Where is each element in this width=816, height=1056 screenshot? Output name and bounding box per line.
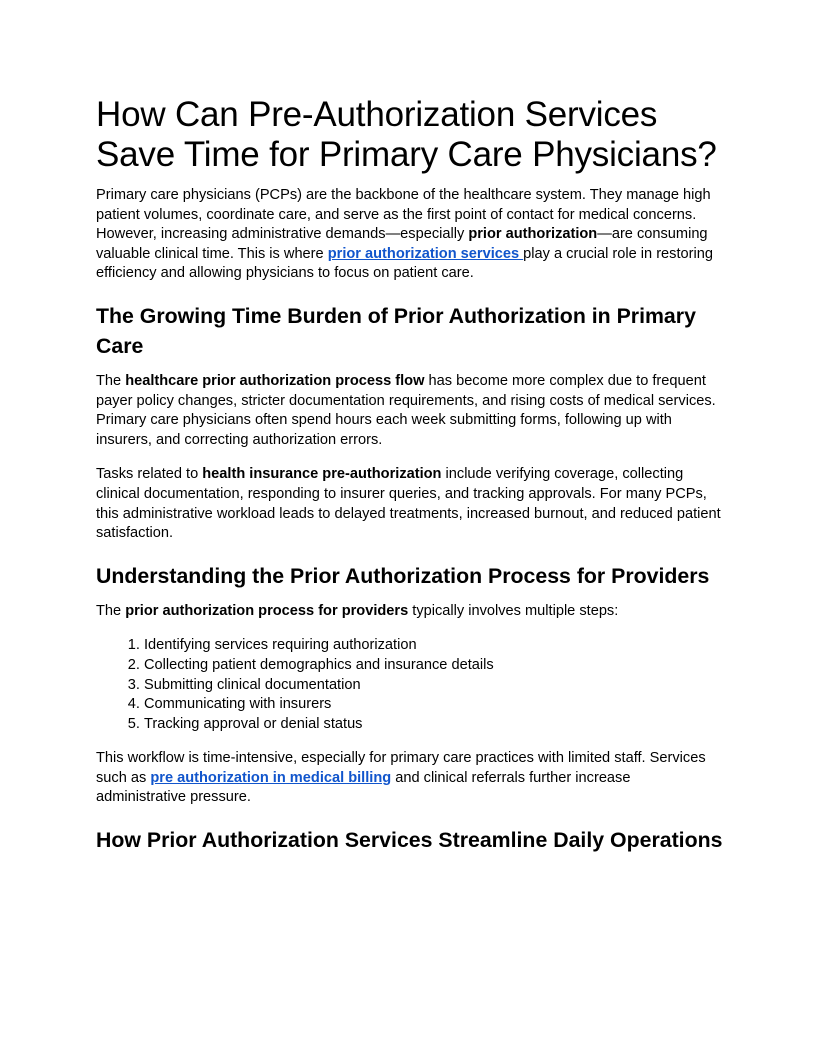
section-streamline-operations [96,825,724,855]
section2-paragraph-1 [96,602,724,622]
section-heading-streamline-operations: How Prior Authorization Services Streamline Daily Operations [96,828,723,853]
intro-paragraph [96,186,724,284]
section1-p2-bold: health insurance pre-authorization [202,466,442,483]
section1-paragraph-2 [96,465,724,543]
section1-p1-text-1: The [96,372,126,389]
pre-authorization-medical-billing-link[interactable]: pre authorization in medical billing [150,769,392,786]
list-item: 2. Collecting patient demographics and insurance details [144,656,724,676]
section-understanding-process [96,561,724,808]
page-title: How Can Pre-Authorization Services Save Time for Primary Care Physicians? [96,95,717,174]
section2-p2-text-1: This workflow is time-intensive, especially for primary care practices with limited staff. Services such as [96,750,706,786]
section1-p1-text-2: has become more complex due to frequent payer policy changes, stricter documentation requirements, and rising costs of medical services. Primary care physicians often spend hours each week submitting forms, following up with insurers, and correcting authorization errors. [96,372,716,448]
process-steps-list [96,636,724,734]
list-item: 5. Tracking approval or denial status [144,715,724,735]
section-heading-growing-time-burden: The Growing Time Burden of Prior Authorization in Primary Care [96,303,696,358]
intro-text-1: Primary care physicians (PCPs) are the backbone of the healthcare system. They manage high patient volumes, coordinate care, and serve as the first point of contact for medical concerns. However, increasing administrative demands—especially [96,187,711,243]
section2-p1-bold: prior authorization process for providers [125,602,409,619]
section1-p2-text-1: Tasks related to [96,466,203,483]
section-growing-time-burden [96,301,724,544]
section1-paragraph-1 [96,372,724,450]
list-item: 3. Submitting clinical documentation [144,676,724,696]
section2-p2-text-2: and clinical referrals further increase administrative pressure. [96,769,631,806]
section1-p2-text-2: include verifying coverage, collecting clinical documentation, responding to insurer queries, and tracking approvals. For many PCPs, this administrative workload leads to delayed treatments, increased burnout, and reduced patient satisfaction. [96,466,721,542]
document-page [96,95,724,866]
list-item: 4. Communicating with insurers [144,695,724,715]
list-item: 1. Identifying services requiring authorization [144,636,724,656]
prior-authorization-services-link[interactable]: prior authorization services [327,245,524,262]
section2-paragraph-2 [96,749,724,808]
intro-text-3: play a crucial role in restoring efficiency and allowing physicians to focus on patient care. [96,245,713,282]
intro-bold-prior-authorization: prior authorization [468,226,598,243]
section2-p1-text-1: The [96,602,126,619]
section-heading-understanding-process: Understanding the Prior Authorization Process for Providers [96,563,710,588]
section2-p1-text-2: typically involves multiple steps: [408,602,619,619]
intro-text-2: —are consuming valuable clinical time. This is where [96,226,708,262]
section1-p1-bold: healthcare prior authorization process flow [125,372,425,389]
